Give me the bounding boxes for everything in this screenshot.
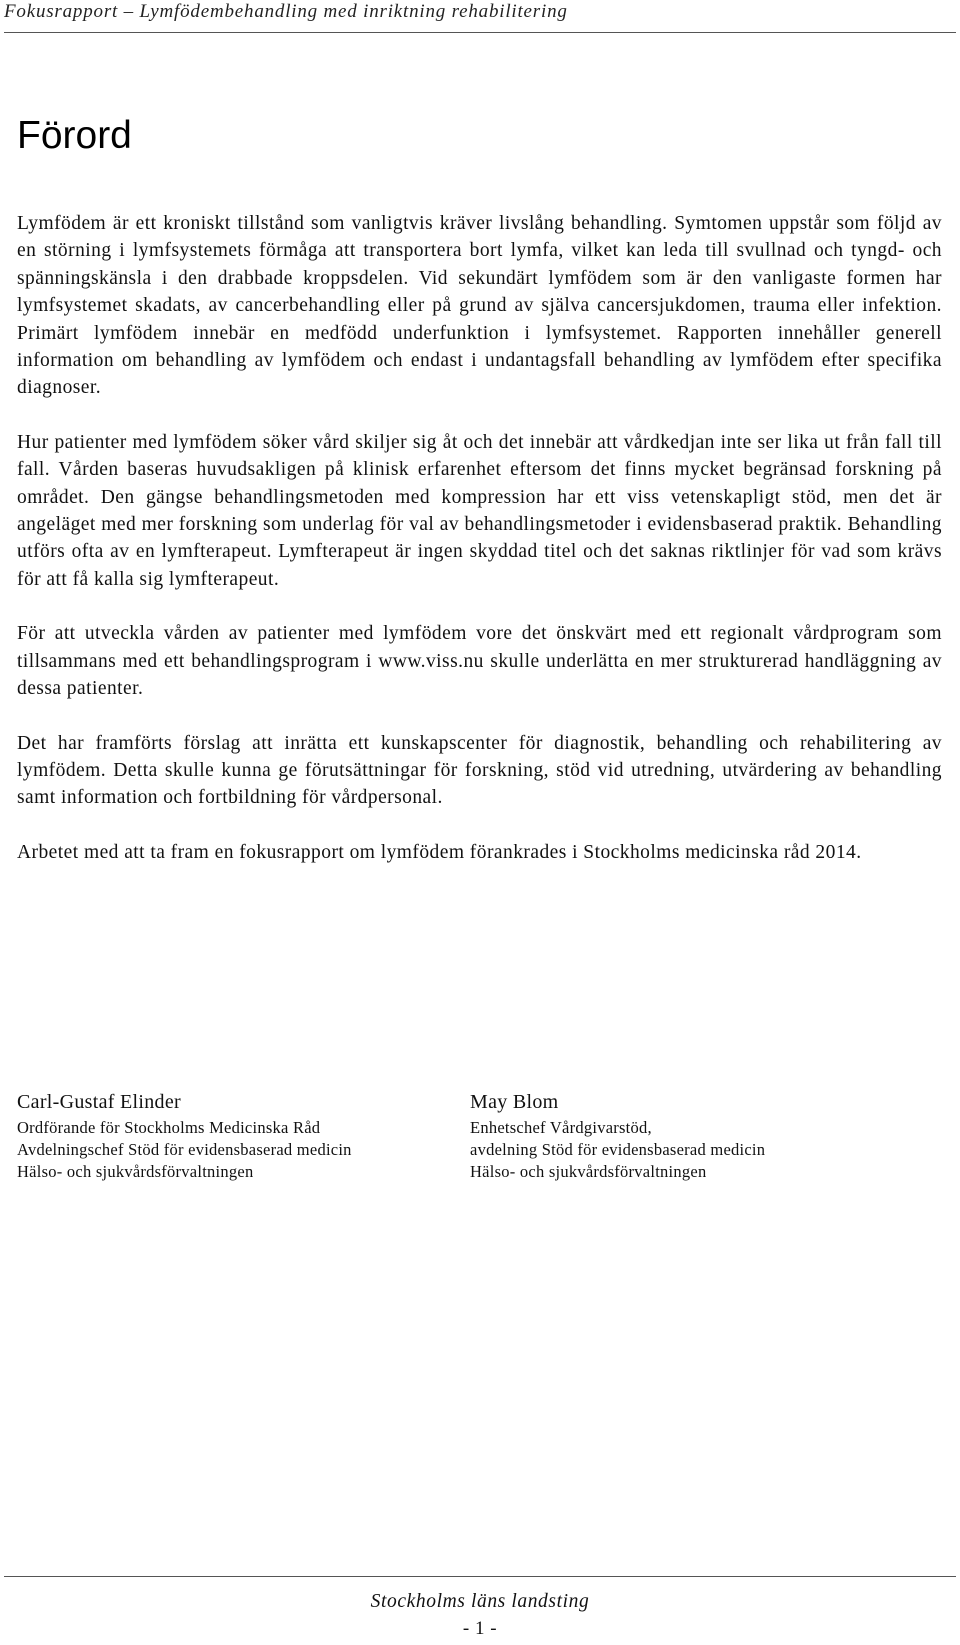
signer-title: Enhetschef Vårdgivarstöd, — [470, 1118, 652, 1137]
signer-department: avdelning Stöd för evidensbaserad medicin — [470, 1140, 766, 1159]
signer-organization: Hälso- och sjukvårdsförvaltningen — [17, 1162, 254, 1181]
signer-blom — [470, 1088, 765, 1183]
signer-elinder — [17, 1088, 352, 1183]
footer-divider — [4, 1576, 956, 1577]
paragraph-1: Lymfödem är ett kroniskt tillstånd som vanligtvis kräver livslång behandling. Symtomen uppstår som följd av en störning i lymfsystemets förmåga att transportera bort lymfa, vilket kan leda till svullnad och tyngd- och spänningskänsla i den drabbade kroppsdelen. Vid sekundärt lymfödem som är den vanligaste formen har lymfsystemet skadats, av cancerbehandling eller på grund av själva cancersjukdomen, trauma eller infektion. Primärt lymfödem innebär en medfödd underfunktion i lymfsystemet. Rapporten innehåller generell information om behandling av lymfödem och endast i undantagsfall behandling av lymfödem efter specifika diagnoser. — [17, 213, 942, 399]
body-text — [17, 210, 942, 893]
signer-name: May Blom — [470, 1091, 559, 1113]
header-divider — [4, 32, 956, 33]
page-title: Förord — [17, 114, 132, 157]
paragraph-2: Hur patienter med lymfödem söker vård skiljer sig åt och det innebär att vårdkedjan inte ser lika ut från fall till fall. Vården baseras huvudsakligen på klinisk erfarenhet eftersom det finns mycket begränsad forskning på området. Den gängse behandlingsmetoden med kompression har ett viss vetenskapligt stöd, men det är angeläget med mer forskning som underlag för val av behandlingsmetoder i evidensbaserad praktik. Behandling utförs ofta av en lymfterapeut. Lymfterapeut är ingen skyddad titel och det saknas riktlinjer för vad som krävs för att få kalla sig lymfterapeut. — [17, 431, 942, 590]
footer-organization: Stockholms läns landsting — [370, 1591, 590, 1612]
signer-organization: Hälso- och sjukvårdsförvaltningen — [470, 1162, 707, 1181]
signer-department: Avdelningschef Stöd för evidensbaserad medicin — [17, 1140, 352, 1159]
signer-title: Ordförande för Stockholms Medicinska Råd — [17, 1118, 321, 1137]
signer-name: Carl-Gustaf Elinder — [17, 1091, 181, 1113]
page-number: - 1 - — [462, 1618, 498, 1639]
paragraph-3: För att utveckla vården av patienter med lymfödem vore det önskvärt med ett regionalt vårdprogram som tillsammans med ett behandlingsprogram i www.viss.nu skulle underlätta en mer strukturerad handläggning av dessa patienter. — [17, 623, 942, 700]
paragraph-5: Arbetet med att ta fram en fokusrapport om lymfödem förankrades i Stockholms medicinska råd 2014. — [17, 841, 862, 863]
paragraph-4: Det har framförts förslag att inrätta ett kunskapscenter för diagnostik, behandling och rehabilitering av lymfödem. Detta skulle kunna ge förutsättningar för forskning, stöd vid utredning, utvärdering av behandling samt information och fortbildning för vårdpersonal. — [17, 732, 942, 809]
running-header: Fokusrapport – Lymfödembehandling med inriktning rehabilitering — [4, 1, 568, 22]
